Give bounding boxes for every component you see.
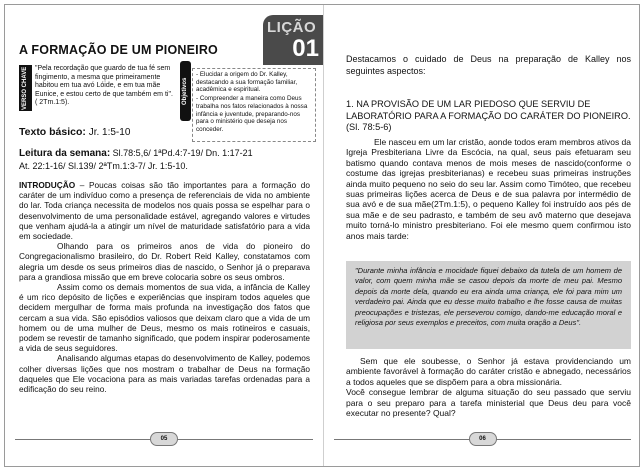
objetivos-box xyxy=(192,68,316,142)
section-heading: 1. NA PROVISÃO DE UM LAR PIEDOSO QUE SERVIU DE LABORATÓRIO PARA A FORMAÇÃO DO CARÁTER DO PIONEIRO.(Sl. 78:5-6) xyxy=(346,99,631,133)
quote-box: "Durante minha infância e mocidade fiquei debaixo da tutela de um homem de valor, com quem minha mãe se casou depois da morte de meu pai. Mesmo depois da morte dela, quando eu era ainda uma criança, ele foi para mim um verdadeiro pai. Ainda que eu desse muito trabalho e lhe fosse causa de muitas preocupações e tristezas, ele perseverou comigo, dando-me educação moral e religiosa por seus exemplos e preceitos, com muita oração a Deus". xyxy=(346,261,631,349)
leitura-line-1: Sl.78:5,6/ 1ªPd.4:7-19/ Dn. 1:17-21 xyxy=(112,148,253,158)
page-number: 05 xyxy=(150,432,178,446)
texto-basico-ref: Jr. 1:5-10 xyxy=(88,127,131,138)
paragraph: Sem que ele soubesse, o Senhor já estava providenciando um ambiente favorável à formação do caráter cristão e abnegado, necessários a todos aqueles que se dispõem para a obra missionária. xyxy=(346,356,631,387)
paragraph: Ele nasceu em um lar cristão, aonde todos eram membros ativos da Igreja Presbiteriana Livre da Escócia, na qual, seus pais efetuaram seu batismo quando contava menos de mois meses de nascido(conforme o costume das igrejas presbiterianas) e recebeu suas primeiras instruções ainda muito pequeno no seio do seu lar. Assim como Timóteo, que recebeu suas primeiras lições acerca de Deus e de sua palavra por intermédio de sua avó e de sua mãe(2Tm.1:5), o pequeno Kalley foi instruído aos pés de sua mãe e de seu padrasto, e também de seu avô materno que desejava muito torná-lo ministro presbiteriano. Foi ele mesmo quem confirmou isto anos mais tarde: xyxy=(346,137,632,241)
objetivo-item: - Elucidar a origem do Dr. Kalley, destacando a sua formação familiar, acadêmica e espiritual. xyxy=(196,71,298,94)
page-number-bar xyxy=(324,432,640,446)
leitura-semana xyxy=(19,147,319,172)
lesson-badge xyxy=(263,15,323,65)
lesson-title: A FORMAÇÃO DE UM PIONEIRO xyxy=(19,43,218,57)
leitura-label: Leitura da semana: xyxy=(19,148,111,159)
right-body-text-2 xyxy=(346,356,631,418)
left-page xyxy=(5,5,323,466)
right-page xyxy=(324,5,640,466)
paragraph: Analisando algumas etapas do desenvolvimento de Kalley, podemos colher diversas lições que nos mostram o trabalhar de Deus na formação daqueles que Ele vocaciona para as mais variadas tarefas ordenadas para a edificação do seu reino. xyxy=(19,353,310,395)
reflection-question: Você consegue lembrar de alguma situação do seu passado que serviu para o seu preparo para a tarefa ministerial que Deus deu para você executar no presente? Qual? xyxy=(346,387,631,419)
paragraph: Assim como os demais momentos de sua vida, a infância de Kalley é um rico depósito de lições e experiências que inspiram todos aqueles que decidem mergulhar de forma mais profunda na investigação dos fatos que cercam a sua vida. São episódios valiosos que deixam claro que a vida de um homem ou de uma mulher de Deus, mesmo os mais rotineiros e casuais, podem se revestir de tamanho significado, que podem inspirar poderosamente a vida de seus seguidores. xyxy=(19,282,310,354)
paragraph: Olhando para os primeiros anos de vida do pioneiro do Congregacionalismo brasileiro, do Dr. Robert Reid Kalley, constatamos com alegria um desde os seus primeiros dias de nascido, o Senhor já o preparava para a grandiosa missão que em breve colocaria sobre os seus ombros. xyxy=(19,241,310,282)
intro-paragraph: INTRODUÇÃO – Poucas coisas são tão importantes para a formação do caráter de um indivíduo como a presença de referenciais de vida no ambiente do lar. Toda criança necessita de modelos nos quais possa se espelhar para o desenvolvimento de uma personalidade estável, agregando valores e virtudes que venham ajudá-la a atingir um nível de maturidade satisfatório para a vida em sociedade. xyxy=(19,180,310,242)
intro-label: INTRODUÇÃO xyxy=(19,180,76,190)
leitura-line-2: At. 22:1-16/ Sl.139/ 2ªTm.1:3-7/ Jr. 1:5-10. xyxy=(19,161,188,171)
texto-basico xyxy=(19,126,130,138)
page-number: 06 xyxy=(469,432,497,446)
page-number-bar xyxy=(5,432,323,446)
book-spread xyxy=(4,4,640,467)
right-intro: Destacamos o cuidado de Deus na preparação de Kalley nos seguintes aspectos: xyxy=(346,54,631,76)
lesson-number: 01 xyxy=(292,35,319,62)
left-body-text xyxy=(19,180,310,394)
objetivos-tab: Objetivos xyxy=(180,61,191,121)
objetivo-item: - Compreender a maneira como Deus trabalha nos fatos relacionados à nossa infância e juventude, preparando-nos para o ministério que deseja nos conceder. xyxy=(196,95,308,133)
versiculo-chave-text: "Pela recordação que guardo de tua fé sem fingimento, a mesma que primeiramente habitou em tua avó Lóide, e em tua mãe Eunice, e estou certo de que também em ti". ( 2Tm.1:5). xyxy=(35,65,173,107)
lesson-label: LIÇÃO xyxy=(267,19,317,36)
right-body-text xyxy=(346,137,631,241)
versiculo-chave-tab: VERSO CHAVE xyxy=(19,65,32,111)
texto-basico-label: Texto básico: xyxy=(19,126,86,138)
